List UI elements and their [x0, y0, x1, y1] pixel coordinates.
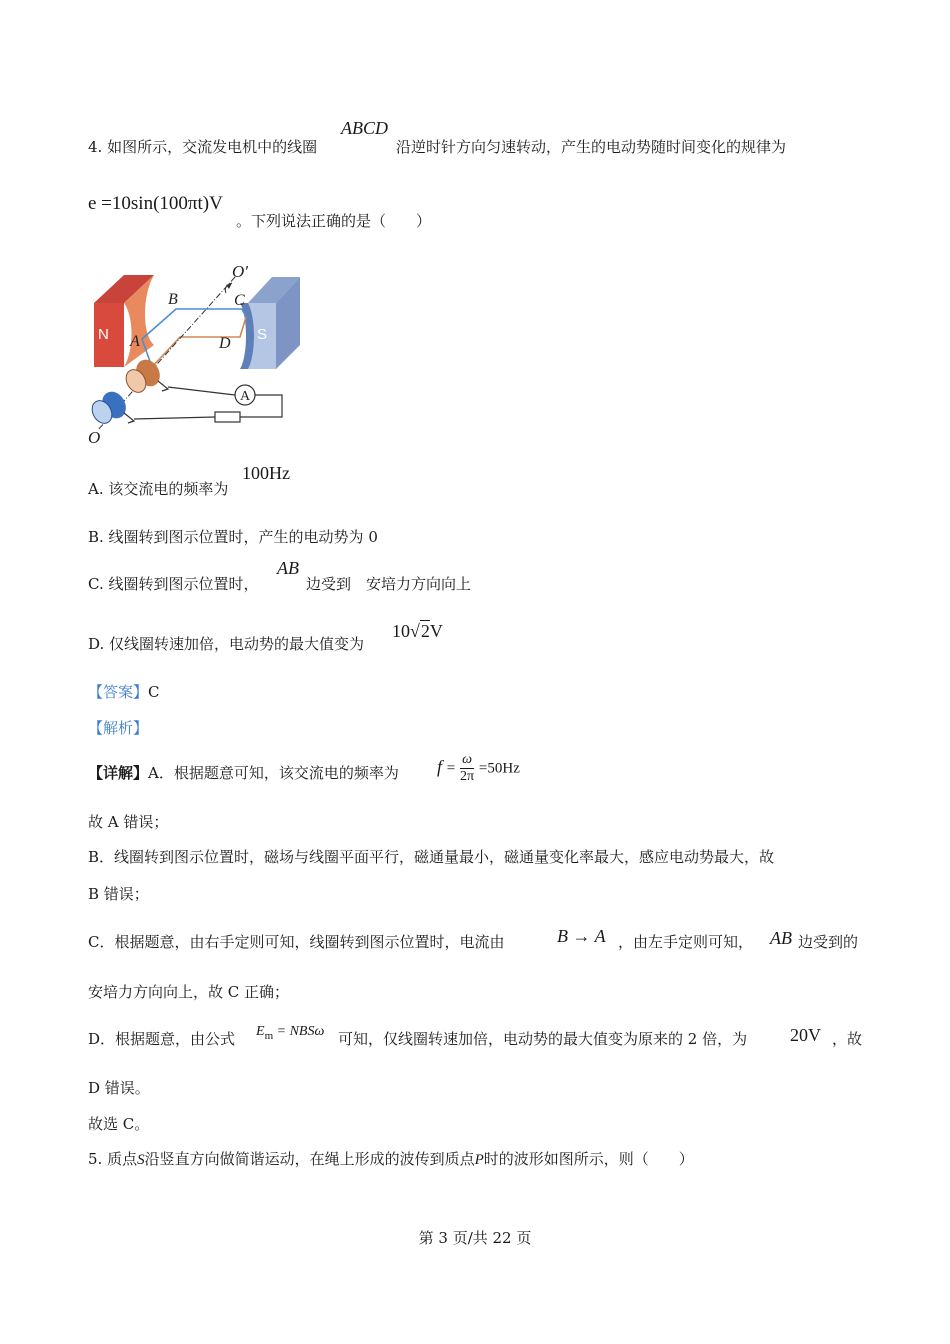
answer-value: C — [148, 683, 160, 701]
option-c-text: C. 线圈转到图示位置时， — [88, 575, 259, 593]
generator-figure — [80, 255, 320, 450]
option-b: B. 线圈转到图示位置时，产生的电动势为 0 — [88, 528, 378, 546]
q4-coil-label: ABCD — [341, 118, 388, 138]
label-b: B — [168, 291, 178, 308]
detail-d-math: 20V — [790, 1025, 821, 1045]
label-c: C — [234, 292, 245, 309]
option-d-math: 10√2V — [392, 621, 443, 641]
frequency-formula: f = $\frac{\omega}{2\pi}$ =50Hz — [437, 752, 520, 784]
option-c-text2: 边受到 安培力方向向上 — [306, 575, 472, 593]
label-a-coil: A — [130, 333, 140, 350]
detail-c-line2: 安培力方向向上，故 C 正确； — [88, 983, 290, 1001]
detail-a-line: 【详解】A．根据题意可知，该交流电的频率为 — [88, 764, 399, 782]
page-number: 第 3 页/共 22 页 — [418, 1229, 532, 1247]
detail-label: 【详解】 — [88, 764, 149, 782]
option-a-math: 100Hz — [242, 463, 290, 483]
detail-d-text2: 可知，仅线圈转速加倍，电动势的最大值变为原来的 2 倍，为 — [338, 1030, 748, 1048]
detail-b-line1: B．线圈转到图示位置时，磁场与线圈平面平行，磁通量最小，磁通量变化率最大，感应电动势最大，故 — [88, 848, 775, 866]
detail-c-math1: B → A — [557, 926, 606, 946]
option-a-text: A. 该交流电的频率为 — [88, 480, 229, 498]
q4-formula: e =10sin(100πt)V — [88, 193, 223, 214]
label-ammeter: A — [240, 389, 251, 404]
label-s: S — [257, 326, 268, 343]
q4-line1 — [88, 136, 317, 157]
detail-d-text3: ，故 — [832, 1030, 863, 1048]
n-magnet — [94, 275, 154, 367]
q5-line: 5. 质点S沿竖直方向做简谐运动，在绳上形成的波传到质点P时的波形如图所示，则（ ） — [88, 1150, 694, 1168]
detail-c-text2: ，由左手定则可知， — [618, 933, 754, 951]
detail-c-math2: AB — [770, 928, 792, 948]
label-d: D — [219, 335, 231, 352]
analysis-label: 【解析】 — [88, 719, 149, 737]
detail-c-text1: C．根据题意，由右手定则可知，线圈转到图示位置时，电流由 — [88, 933, 505, 951]
label-o: O — [88, 428, 101, 447]
option-d-text: D. 仅线圈转速加倍，电动势的最大值变为 — [88, 635, 365, 653]
detail-a-conclusion: 故 A 错误； — [88, 813, 169, 831]
s-magnet — [240, 277, 300, 369]
q4-text-b: 沿逆时针方向匀速转动，产生的电动势随时间变化的规律为 — [396, 138, 787, 156]
answer-line — [88, 681, 160, 702]
resistor — [215, 412, 240, 422]
q4-text-c: 。下列说法正确的是（ ） — [236, 212, 432, 230]
detail-d-line2: D 错误。 — [88, 1079, 150, 1097]
detail-b-line2: B 错误； — [88, 885, 149, 903]
label-n: N — [98, 326, 109, 343]
q4-text-a: 4. 如图所示，交流发电机中的线圈 — [88, 138, 318, 156]
detail-d-formula: $E_m = NBS\omega$ — [256, 1024, 325, 1042]
detail-c-text3: 边受到的 — [798, 933, 859, 951]
answer-label: 【答案】 — [88, 683, 149, 701]
detail-choose: 故选 C。 — [88, 1115, 150, 1133]
label-o-prime: O′ — [232, 262, 248, 281]
option-c-math: AB — [277, 558, 299, 578]
detail-d-text1: D．根据题意，由公式 — [88, 1030, 236, 1048]
